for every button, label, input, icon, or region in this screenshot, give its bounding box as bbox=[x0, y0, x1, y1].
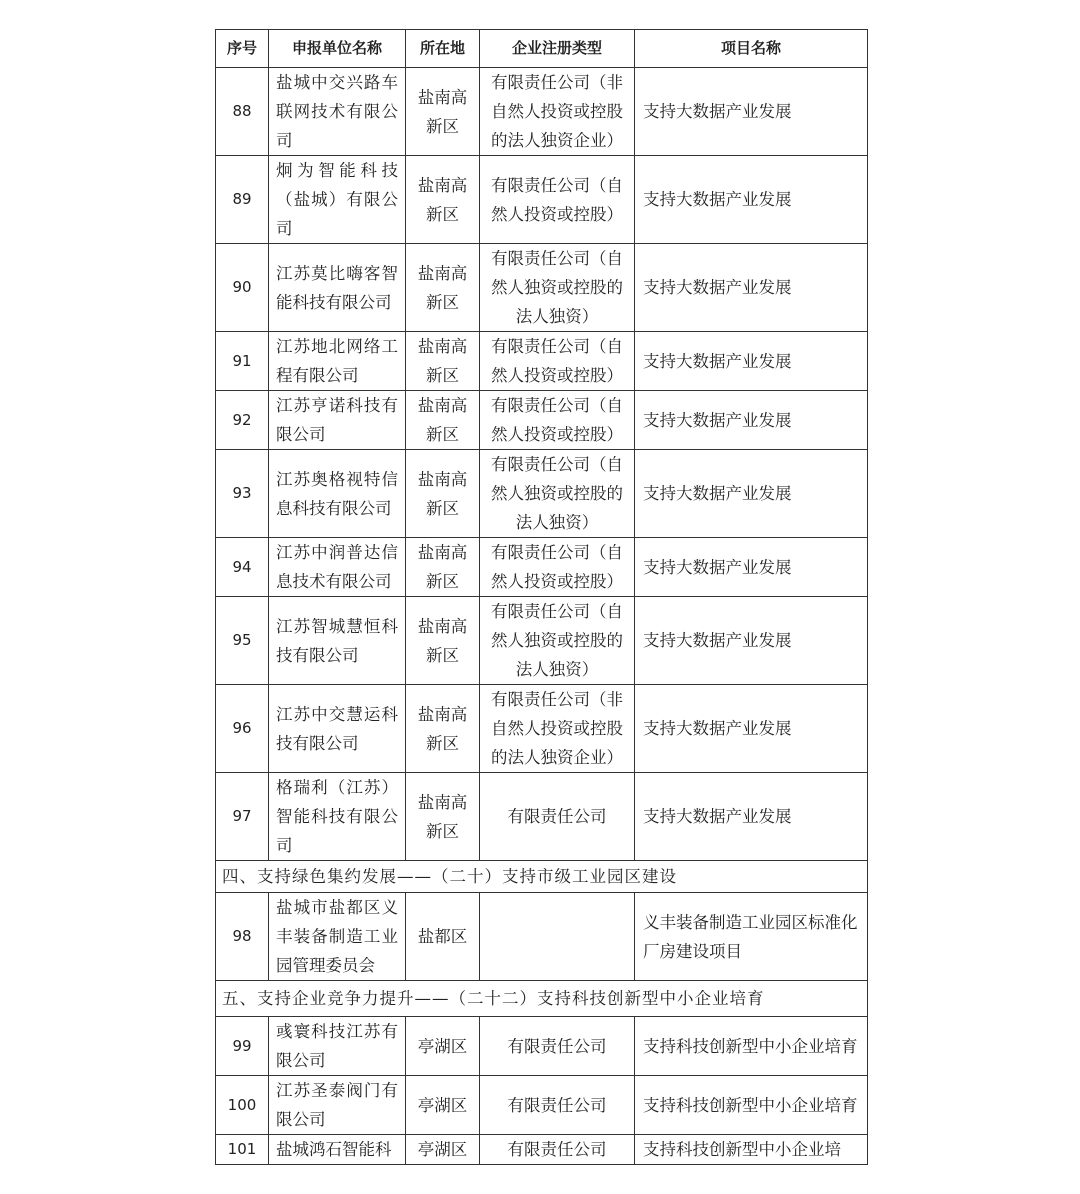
cell-index: 100 bbox=[216, 1076, 269, 1135]
cell-registration-type: 有限责任公司（非自然人投资或控股的法人独资企业） bbox=[480, 685, 635, 773]
table-row bbox=[216, 1076, 868, 1135]
cell-registration-type: 有限责任公司（自然人投资或控股） bbox=[480, 156, 635, 244]
cell-location: 盐南高新区 bbox=[406, 597, 480, 685]
cell-index: 98 bbox=[216, 893, 269, 981]
cell-location: 亭湖区 bbox=[406, 1017, 480, 1076]
cell-index: 92 bbox=[216, 391, 269, 450]
cell-registration-type: 有限责任公司（自然人投资或控股） bbox=[480, 332, 635, 391]
table-row bbox=[216, 685, 868, 773]
cell-registration-type: 有限责任公司（非自然人投资或控股的法人独资企业） bbox=[480, 68, 635, 156]
header-location: 所在地 bbox=[406, 30, 480, 68]
cell-applicant-name: 江苏中润普达信息技术有限公司 bbox=[269, 538, 406, 597]
cell-applicant-name: 江苏地北网络工程有限公司 bbox=[269, 332, 406, 391]
cell-location: 盐南高新区 bbox=[406, 244, 480, 332]
cell-applicant-name: 盐城市盐都区义丰装备制造工业园管理委员会 bbox=[269, 893, 406, 981]
section-title: 四、支持绿色集约发展——（二十）支持市级工业园区建设 bbox=[216, 861, 868, 893]
table-row bbox=[216, 1135, 868, 1165]
cell-registration-type bbox=[480, 893, 635, 981]
cell-applicant-name: 彧寰科技江苏有限公司 bbox=[269, 1017, 406, 1076]
cell-index: 97 bbox=[216, 773, 269, 861]
cell-applicant-name: 江苏智城慧恒科技有限公司 bbox=[269, 597, 406, 685]
table-row bbox=[216, 156, 868, 244]
cell-applicant-name: 江苏亨诺科技有限公司 bbox=[269, 391, 406, 450]
cell-registration-type: 有限责任公司 bbox=[480, 1017, 635, 1076]
section-header-row bbox=[216, 861, 868, 893]
cell-project-name: 支持大数据产业发展 bbox=[635, 332, 868, 391]
cell-registration-type: 有限责任公司（自然人独资或控股的法人独资） bbox=[480, 597, 635, 685]
cell-index: 93 bbox=[216, 450, 269, 538]
cell-registration-type: 有限责任公司（自然人投资或控股） bbox=[480, 538, 635, 597]
table-row bbox=[216, 597, 868, 685]
table-row bbox=[216, 68, 868, 156]
cell-location: 盐南高新区 bbox=[406, 391, 480, 450]
cell-location: 亭湖区 bbox=[406, 1076, 480, 1135]
cell-location: 盐南高新区 bbox=[406, 450, 480, 538]
cell-applicant-name: 江苏莫比嗨客智能科技有限公司 bbox=[269, 244, 406, 332]
table-row bbox=[216, 773, 868, 861]
cell-project-name: 支持科技创新型中小企业培育 bbox=[635, 1017, 868, 1076]
cell-applicant-name: 盐城中交兴路车联网技术有限公司 bbox=[269, 68, 406, 156]
cell-applicant-name: 炯为智能科技（盐城）有限公司 bbox=[269, 156, 406, 244]
cell-applicant-name: 盐城鸿石智能科 bbox=[269, 1135, 406, 1165]
table-row bbox=[216, 244, 868, 332]
cell-location: 盐南高新区 bbox=[406, 538, 480, 597]
cell-registration-type: 有限责任公司 bbox=[480, 773, 635, 861]
cell-project-name: 支持大数据产业发展 bbox=[635, 450, 868, 538]
table-row bbox=[216, 391, 868, 450]
cell-project-name: 支持大数据产业发展 bbox=[635, 685, 868, 773]
cell-project-name: 支持大数据产业发展 bbox=[635, 597, 868, 685]
cell-project-name: 支持大数据产业发展 bbox=[635, 244, 868, 332]
cell-location: 亭湖区 bbox=[406, 1135, 480, 1165]
cell-index: 89 bbox=[216, 156, 269, 244]
cell-project-name: 支持科技创新型中小企业培育 bbox=[635, 1076, 868, 1135]
table-row bbox=[216, 1017, 868, 1076]
header-index: 序号 bbox=[216, 30, 269, 68]
section-header-row bbox=[216, 981, 868, 1017]
cell-applicant-name: 格瑞利（江苏）智能科技有限公司 bbox=[269, 773, 406, 861]
header-registration-type: 企业注册类型 bbox=[480, 30, 635, 68]
cell-project-name: 支持大数据产业发展 bbox=[635, 538, 868, 597]
table-row bbox=[216, 893, 868, 981]
cell-applicant-name: 江苏圣泰阀门有限公司 bbox=[269, 1076, 406, 1135]
cell-registration-type: 有限责任公司 bbox=[480, 1076, 635, 1135]
cell-index: 90 bbox=[216, 244, 269, 332]
cell-project-name: 支持大数据产业发展 bbox=[635, 156, 868, 244]
cell-location: 盐南高新区 bbox=[406, 773, 480, 861]
section-title: 五、支持企业竞争力提升——（二十二）支持科技创新型中小企业培育 bbox=[216, 981, 868, 1017]
cell-location: 盐南高新区 bbox=[406, 156, 480, 244]
cell-index: 99 bbox=[216, 1017, 269, 1076]
cell-registration-type: 有限责任公司（自然人独资或控股的法人独资） bbox=[480, 244, 635, 332]
cell-project-name: 义丰装备制造工业园区标准化厂房建设项目 bbox=[635, 893, 868, 981]
cell-registration-type: 有限责任公司 bbox=[480, 1135, 635, 1165]
cell-applicant-name: 江苏中交慧运科技有限公司 bbox=[269, 685, 406, 773]
cell-location: 盐南高新区 bbox=[406, 68, 480, 156]
cell-project-name: 支持大数据产业发展 bbox=[635, 773, 868, 861]
cell-project-name: 支持大数据产业发展 bbox=[635, 391, 868, 450]
cell-registration-type: 有限责任公司（自然人投资或控股） bbox=[480, 391, 635, 450]
project-list-table bbox=[215, 29, 868, 1165]
header-row bbox=[216, 30, 868, 68]
header-applicant: 申报单位名称 bbox=[269, 30, 406, 68]
header-project: 项目名称 bbox=[635, 30, 868, 68]
cell-index: 96 bbox=[216, 685, 269, 773]
table-row bbox=[216, 538, 868, 597]
table-row bbox=[216, 332, 868, 391]
cell-location: 盐南高新区 bbox=[406, 332, 480, 391]
cell-project-name: 支持科技创新型中小企业培 bbox=[635, 1135, 868, 1165]
cell-location: 盐都区 bbox=[406, 893, 480, 981]
cell-index: 94 bbox=[216, 538, 269, 597]
cell-index: 91 bbox=[216, 332, 269, 391]
cell-index: 101 bbox=[216, 1135, 269, 1165]
cell-index: 95 bbox=[216, 597, 269, 685]
cell-index: 88 bbox=[216, 68, 269, 156]
cell-applicant-name: 江苏奥格视特信息科技有限公司 bbox=[269, 450, 406, 538]
table-row bbox=[216, 450, 868, 538]
table-body bbox=[216, 68, 868, 1165]
cell-location: 盐南高新区 bbox=[406, 685, 480, 773]
cell-registration-type: 有限责任公司（自然人独资或控股的法人独资） bbox=[480, 450, 635, 538]
cell-project-name: 支持大数据产业发展 bbox=[635, 68, 868, 156]
